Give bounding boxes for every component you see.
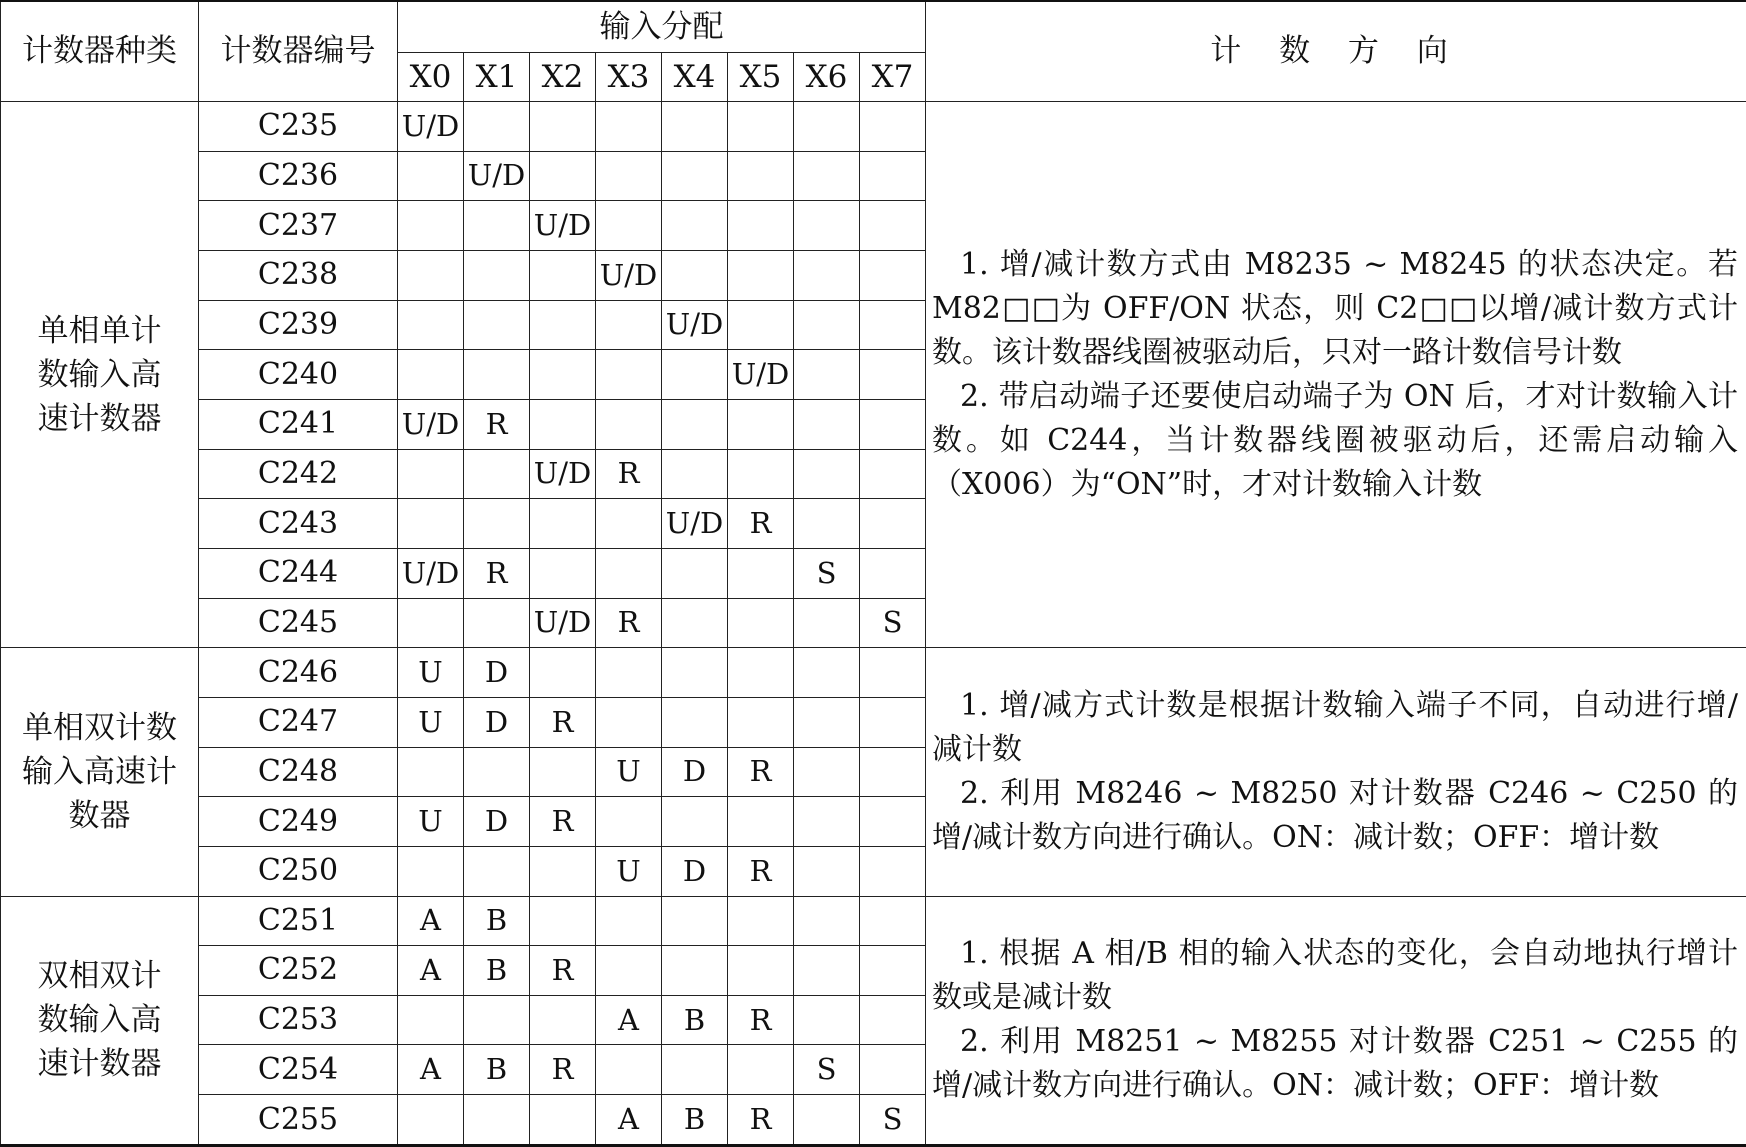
counter-number: C253 — [199, 995, 398, 1045]
input-assignment-cell: D — [464, 797, 530, 847]
input-assignment-cell — [596, 399, 662, 449]
counter-type-cell — [1, 102, 199, 648]
counter-number: C244 — [199, 548, 398, 598]
input-assignment-cell — [728, 1045, 794, 1095]
input-assignment-cell — [398, 201, 464, 251]
counter-number: C236 — [199, 151, 398, 201]
input-assignment-cell — [530, 896, 596, 946]
counter-number: C246 — [199, 648, 398, 698]
input-assignment-cell — [860, 648, 926, 698]
input-assignment-cell: B — [662, 1095, 728, 1146]
input-assignment-cell — [794, 151, 860, 201]
input-assignment-cell — [794, 896, 860, 946]
input-assignment-cell — [596, 697, 662, 747]
input-assignment-cell — [794, 399, 860, 449]
counter-number: C242 — [199, 449, 398, 499]
input-assignment-cell — [794, 946, 860, 996]
counter-number: C235 — [199, 102, 398, 152]
table-row — [1, 896, 1746, 946]
input-assignment-cell: U — [596, 846, 662, 896]
input-assignment-cell: A — [398, 1045, 464, 1095]
input-assignment-cell — [530, 250, 596, 300]
input-assignment-cell: U/D — [530, 201, 596, 251]
input-assignment-cell — [398, 350, 464, 400]
description-paragraph: 2. 带启动端子还要使启动端子为 ON 后，才对计数输入计数。如 C244，当计数器线圈被驱动后，还需启动输入（X006）为“ON”时，才对计数输入计数 — [932, 378, 1738, 502]
counter-number: C240 — [199, 350, 398, 400]
input-assignment-cell — [662, 350, 728, 400]
input-assignment-cell — [860, 697, 926, 747]
description-paragraph: 1. 增/减方式计数是根据计数输入端子不同，自动进行增/减计数 — [932, 687, 1738, 767]
input-assignment-cell — [596, 797, 662, 847]
input-assignment-cell: R — [728, 846, 794, 896]
input-assignment-cell — [860, 946, 926, 996]
input-assignment-cell — [860, 151, 926, 201]
counter-number: C243 — [199, 499, 398, 549]
input-assignment-cell — [530, 399, 596, 449]
counter-number: C238 — [199, 250, 398, 300]
input-assignment-cell — [662, 399, 728, 449]
counter-type-label: 单相单计数输入高速计数器 — [37, 312, 162, 437]
input-assignment-cell — [860, 102, 926, 152]
input-assignment-cell — [398, 151, 464, 201]
header-input-x4: X4 — [662, 53, 728, 102]
input-assignment-cell — [398, 846, 464, 896]
header-input-x2: X2 — [530, 53, 596, 102]
header-input-assignment: 输入分配 — [398, 1, 926, 53]
input-assignment-cell — [728, 102, 794, 152]
input-assignment-cell — [794, 697, 860, 747]
input-assignment-cell — [596, 201, 662, 251]
input-assignment-cell — [464, 350, 530, 400]
input-assignment-cell: R — [728, 1095, 794, 1146]
input-assignment-cell — [464, 995, 530, 1045]
counter-number: C248 — [199, 747, 398, 797]
input-assignment-cell — [464, 250, 530, 300]
counter-number: C250 — [199, 846, 398, 896]
counter-number: C252 — [199, 946, 398, 996]
input-assignment-cell — [398, 598, 464, 648]
input-assignment-cell — [860, 1045, 926, 1095]
input-assignment-cell: R — [464, 399, 530, 449]
description-paragraph: 1. 根据 A 相/B 相的输入状态的变化，会自动地执行增计数或是减计数 — [932, 936, 1738, 1016]
input-assignment-cell — [662, 598, 728, 648]
input-assignment-cell: B — [662, 995, 728, 1045]
input-assignment-cell: U/D — [662, 499, 728, 549]
input-assignment-cell — [860, 846, 926, 896]
counter-number: C254 — [199, 1045, 398, 1095]
input-assignment-cell — [596, 499, 662, 549]
header-input-x5: X5 — [728, 53, 794, 102]
input-assignment-cell — [596, 102, 662, 152]
counter-number: C255 — [199, 1095, 398, 1146]
input-assignment-cell — [662, 102, 728, 152]
input-assignment-cell: U/D — [398, 399, 464, 449]
input-assignment-cell — [596, 946, 662, 996]
input-assignment-cell — [530, 350, 596, 400]
input-assignment-cell — [398, 250, 464, 300]
input-assignment-cell — [596, 350, 662, 400]
input-assignment-cell: U — [596, 747, 662, 797]
counter-number: C247 — [199, 697, 398, 747]
input-assignment-cell — [794, 846, 860, 896]
input-assignment-cell — [464, 846, 530, 896]
input-assignment-cell — [728, 399, 794, 449]
input-assignment-cell — [860, 201, 926, 251]
input-assignment-cell — [728, 201, 794, 251]
count-direction-description — [926, 102, 1746, 648]
input-assignment-cell: R — [464, 548, 530, 598]
input-assignment-cell — [596, 300, 662, 350]
input-assignment-cell — [530, 648, 596, 698]
input-assignment-cell — [794, 995, 860, 1045]
input-assignment-cell: D — [662, 747, 728, 797]
header-input-x7: X7 — [860, 53, 926, 102]
input-assignment-cell — [398, 1095, 464, 1146]
input-assignment-cell — [860, 499, 926, 549]
input-assignment-cell — [530, 548, 596, 598]
input-assignment-cell — [662, 697, 728, 747]
count-direction-description — [926, 896, 1746, 1146]
counter-type-label: 双相双计数输入高速计数器 — [37, 958, 162, 1083]
input-assignment-cell — [794, 250, 860, 300]
header-counter-type: 计数器种类 — [1, 1, 199, 102]
input-assignment-cell — [728, 896, 794, 946]
input-assignment-cell: U/D — [728, 350, 794, 400]
input-assignment-cell — [794, 300, 860, 350]
input-assignment-cell — [728, 598, 794, 648]
input-assignment-cell — [464, 102, 530, 152]
input-assignment-cell: A — [596, 995, 662, 1045]
input-assignment-cell: D — [662, 846, 728, 896]
input-assignment-cell — [530, 102, 596, 152]
table-row — [1, 648, 1746, 698]
input-assignment-cell — [860, 449, 926, 499]
input-assignment-cell — [728, 449, 794, 499]
input-assignment-cell — [398, 300, 464, 350]
input-assignment-cell — [662, 896, 728, 946]
counter-type-label: 单相双计数输入高速计数器 — [22, 709, 177, 834]
header-input-x1: X1 — [464, 53, 530, 102]
input-assignment-cell: D — [464, 697, 530, 747]
input-assignment-cell — [530, 846, 596, 896]
input-assignment-cell — [860, 399, 926, 449]
input-assignment-cell — [662, 151, 728, 201]
header-count-direction: 计 数 方 向 — [926, 1, 1746, 102]
counter-type-cell — [1, 648, 199, 896]
input-assignment-cell: R — [530, 797, 596, 847]
input-assignment-cell — [728, 151, 794, 201]
input-assignment-cell — [860, 250, 926, 300]
input-assignment-cell — [596, 896, 662, 946]
input-assignment-cell — [464, 747, 530, 797]
counter-number: C239 — [199, 300, 398, 350]
counter-type-cell — [1, 896, 199, 1146]
input-assignment-cell — [464, 300, 530, 350]
input-assignment-cell — [596, 548, 662, 598]
counter-number: C249 — [199, 797, 398, 847]
input-assignment-cell — [662, 648, 728, 698]
input-assignment-cell — [794, 102, 860, 152]
input-assignment-cell — [662, 250, 728, 300]
input-assignment-cell — [662, 1045, 728, 1095]
input-assignment-cell — [530, 747, 596, 797]
description-paragraph: 1. 增/减计数方式由 M8235 ~ M8245 的状态决定。若 M82□□为 OFF/ON 状态，则 C2□□以增/减计数方式计数。该计数器线圈被驱动后，只对一路计数信号计数 — [932, 246, 1738, 370]
input-assignment-cell — [728, 250, 794, 300]
input-assignment-cell — [398, 499, 464, 549]
input-assignment-cell — [464, 449, 530, 499]
input-assignment-cell — [662, 201, 728, 251]
input-assignment-cell — [794, 1095, 860, 1146]
input-assignment-cell: S — [860, 1095, 926, 1146]
input-assignment-cell — [464, 1095, 530, 1146]
input-assignment-cell: R — [530, 1045, 596, 1095]
input-assignment-cell — [794, 499, 860, 549]
input-assignment-cell — [662, 548, 728, 598]
input-assignment-cell — [728, 300, 794, 350]
input-assignment-cell: R — [530, 697, 596, 747]
description-paragraph: 2. 利用 M8251 ~ M8255 对计数器 C251 ~ C255 的增/减计数方向进行确认。ON：减计数；OFF：增计数 — [932, 1024, 1738, 1104]
input-assignment-cell — [860, 300, 926, 350]
input-assignment-cell: U/D — [464, 151, 530, 201]
input-assignment-cell: U — [398, 797, 464, 847]
table-body — [1, 102, 1746, 1146]
input-assignment-cell — [728, 797, 794, 847]
input-assignment-cell — [530, 151, 596, 201]
input-assignment-cell: U/D — [596, 250, 662, 300]
input-assignment-cell: R — [728, 995, 794, 1045]
count-direction-description — [926, 648, 1746, 896]
header-input-x0: X0 — [398, 53, 464, 102]
header-input-x3: X3 — [596, 53, 662, 102]
input-assignment-cell — [728, 548, 794, 598]
input-assignment-cell — [794, 350, 860, 400]
header-input-x6: X6 — [794, 53, 860, 102]
counter-number: C245 — [199, 598, 398, 648]
input-assignment-cell — [860, 548, 926, 598]
input-assignment-cell: U/D — [398, 548, 464, 598]
input-assignment-cell: B — [464, 1045, 530, 1095]
input-assignment-cell: R — [530, 946, 596, 996]
input-assignment-cell: R — [596, 598, 662, 648]
input-assignment-cell — [794, 797, 860, 847]
input-assignment-cell — [398, 449, 464, 499]
input-assignment-cell — [662, 946, 728, 996]
input-assignment-cell: B — [464, 946, 530, 996]
input-assignment-cell — [596, 151, 662, 201]
input-assignment-cell — [860, 896, 926, 946]
counter-number: C237 — [199, 201, 398, 251]
header-counter-number: 计数器编号 — [199, 1, 398, 102]
counter-number: C251 — [199, 896, 398, 946]
input-assignment-cell: A — [398, 946, 464, 996]
input-assignment-cell — [728, 697, 794, 747]
input-assignment-cell — [398, 995, 464, 1045]
input-assignment-cell: S — [794, 1045, 860, 1095]
input-assignment-cell — [860, 747, 926, 797]
input-assignment-cell — [398, 747, 464, 797]
input-assignment-cell: R — [728, 499, 794, 549]
input-assignment-cell — [464, 201, 530, 251]
input-assignment-cell: A — [596, 1095, 662, 1146]
input-assignment-cell: R — [728, 747, 794, 797]
input-assignment-cell: U/D — [530, 449, 596, 499]
input-assignment-cell: U/D — [530, 598, 596, 648]
input-assignment-cell — [530, 499, 596, 549]
input-assignment-cell: U/D — [398, 102, 464, 152]
input-assignment-cell: U — [398, 697, 464, 747]
counter-number: C241 — [199, 399, 398, 449]
input-assignment-cell: S — [860, 598, 926, 648]
input-assignment-cell — [530, 1095, 596, 1146]
input-assignment-cell — [662, 449, 728, 499]
input-assignment-cell — [464, 499, 530, 549]
input-assignment-cell — [794, 449, 860, 499]
input-assignment-cell — [596, 648, 662, 698]
input-assignment-cell — [794, 598, 860, 648]
input-assignment-cell — [728, 946, 794, 996]
input-assignment-cell — [794, 201, 860, 251]
table-row — [1, 102, 1746, 152]
description-paragraph: 2. 利用 M8246 ~ M8250 对计数器 C246 ~ C250 的增/减计数方向进行确认。ON：减计数；OFF：增计数 — [932, 775, 1738, 855]
input-assignment-cell — [794, 747, 860, 797]
input-assignment-cell: R — [596, 449, 662, 499]
input-assignment-cell — [860, 995, 926, 1045]
input-assignment-cell — [860, 350, 926, 400]
input-assignment-cell: B — [464, 896, 530, 946]
input-assignment-cell: D — [464, 648, 530, 698]
input-assignment-cell: A — [398, 896, 464, 946]
input-assignment-cell — [464, 598, 530, 648]
input-assignment-cell — [596, 1045, 662, 1095]
input-assignment-cell — [728, 648, 794, 698]
input-assignment-cell: S — [794, 548, 860, 598]
input-assignment-cell — [794, 648, 860, 698]
input-assignment-cell — [662, 797, 728, 847]
input-assignment-cell — [530, 300, 596, 350]
input-assignment-cell: U/D — [662, 300, 728, 350]
input-assignment-cell — [530, 995, 596, 1045]
input-assignment-cell — [860, 797, 926, 847]
input-assignment-cell: U — [398, 648, 464, 698]
